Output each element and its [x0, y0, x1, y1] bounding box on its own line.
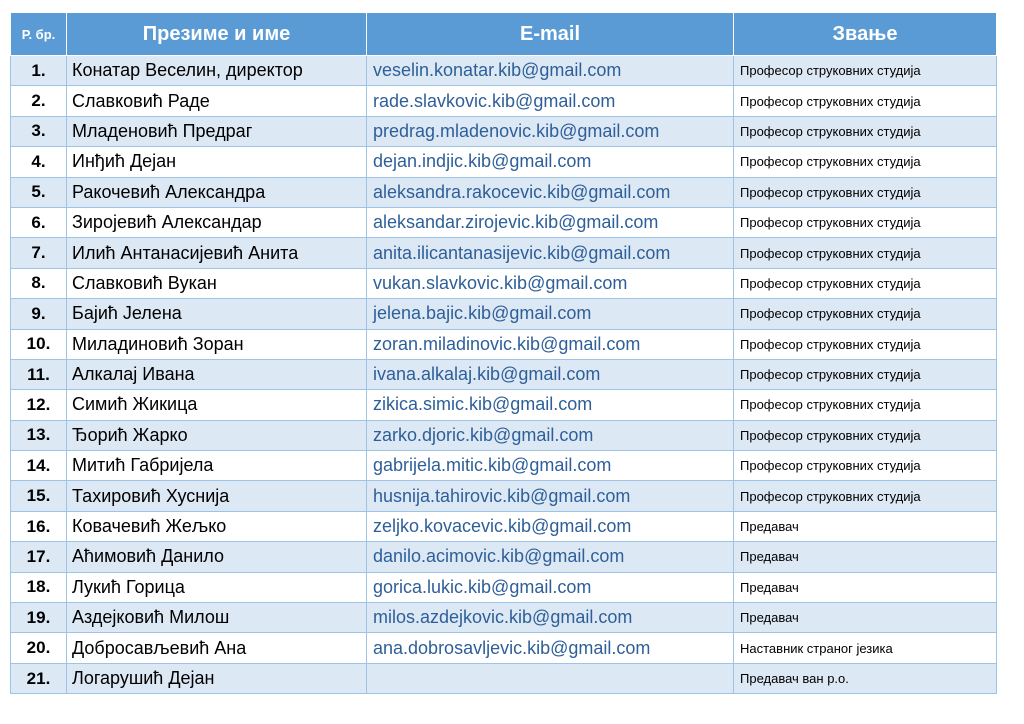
academic-title: Наставник страног језика [734, 633, 997, 663]
academic-title: Професор струковних студија [734, 268, 997, 298]
table-row [11, 86, 997, 116]
row-number: 7. [11, 238, 67, 268]
row-number: 17. [11, 542, 67, 572]
table-row [11, 147, 997, 177]
row-number: 1. [11, 56, 67, 86]
person-name: Младеновић Предраг [67, 116, 367, 146]
row-number: 11. [11, 359, 67, 389]
email-link[interactable]: milos.azdejkovic.kib@gmail.com [367, 603, 734, 633]
row-number: 16. [11, 511, 67, 541]
person-name: Славковић Раде [67, 86, 367, 116]
academic-title: Предавач ван р.о. [734, 663, 997, 693]
email-link[interactable]: aleksandar.zirojevic.kib@gmail.com [367, 207, 734, 237]
email-link[interactable]: jelena.bajic.kib@gmail.com [367, 299, 734, 329]
person-name: Зиројевић Александар [67, 207, 367, 237]
academic-title: Професор струковних студија [734, 451, 997, 481]
person-name: Ђорић Жарко [67, 420, 367, 450]
person-name: Аздејковић Милош [67, 603, 367, 633]
table-row [11, 420, 997, 450]
email-link[interactable]: zoran.miladinovic.kib@gmail.com [367, 329, 734, 359]
person-name: Бајић Јелена [67, 299, 367, 329]
row-number: 12. [11, 390, 67, 420]
academic-title: Професор струковних студија [734, 329, 997, 359]
table-row [11, 268, 997, 298]
person-name: Добросављевић Ана [67, 633, 367, 663]
table-row [11, 572, 997, 602]
table-row [11, 359, 997, 389]
academic-title: Професор струковних студија [734, 359, 997, 389]
row-number: 4. [11, 147, 67, 177]
email-link[interactable]: ivana.alkalaj.kib@gmail.com [367, 359, 734, 389]
row-number: 9. [11, 299, 67, 329]
person-name: Конатар Веселин, директор [67, 56, 367, 86]
person-name: Алкалај Ивана [67, 359, 367, 389]
table-row [11, 116, 997, 146]
row-number: 2. [11, 86, 67, 116]
row-number: 13. [11, 420, 67, 450]
table-row [11, 238, 997, 268]
table-row [11, 603, 997, 633]
table-row [11, 663, 997, 693]
email-link[interactable]: danilo.acimovic.kib@gmail.com [367, 542, 734, 572]
academic-title: Професор струковних студија [734, 481, 997, 511]
row-number: 10. [11, 329, 67, 359]
person-name: Симић Жикица [67, 390, 367, 420]
table-row [11, 329, 997, 359]
row-number: 18. [11, 572, 67, 602]
staff-table-container [10, 12, 997, 694]
academic-title: Предавач [734, 603, 997, 633]
email-link [367, 663, 734, 693]
academic-title: Професор струковних студија [734, 390, 997, 420]
table-row [11, 481, 997, 511]
person-name: Аћимовић Данило [67, 542, 367, 572]
row-number: 8. [11, 268, 67, 298]
person-name: Илић Антанасијевић Анита [67, 238, 367, 268]
email-link[interactable]: husnija.tahirovic.kib@gmail.com [367, 481, 734, 511]
academic-title: Професор струковних студија [734, 86, 997, 116]
person-name: Ракочевић Александра [67, 177, 367, 207]
person-name: Миладиновић Зоран [67, 329, 367, 359]
row-number: 15. [11, 481, 67, 511]
table-row [11, 542, 997, 572]
table-row [11, 451, 997, 481]
email-link[interactable]: predrag.mladenovic.kib@gmail.com [367, 116, 734, 146]
person-name: Тахировић Хуснија [67, 481, 367, 511]
email-link[interactable]: rade.slavkovic.kib@gmail.com [367, 86, 734, 116]
person-name: Лукић Горица [67, 572, 367, 602]
academic-title: Предавач [734, 511, 997, 541]
table-row [11, 633, 997, 663]
row-number: 3. [11, 116, 67, 146]
staff-table [10, 12, 997, 694]
table-row [11, 56, 997, 86]
academic-title: Предавач [734, 542, 997, 572]
row-number: 21. [11, 663, 67, 693]
table-row [11, 207, 997, 237]
table-row [11, 511, 997, 541]
email-link[interactable]: ana.dobrosavljevic.kib@gmail.com [367, 633, 734, 663]
row-number: 20. [11, 633, 67, 663]
academic-title: Професор струковних студија [734, 238, 997, 268]
academic-title: Предавач [734, 572, 997, 602]
email-link[interactable]: zeljko.kovacevic.kib@gmail.com [367, 511, 734, 541]
table-row [11, 390, 997, 420]
academic-title: Професор струковних студија [734, 420, 997, 450]
table-row [11, 299, 997, 329]
email-link[interactable]: gabrijela.mitic.kib@gmail.com [367, 451, 734, 481]
academic-title: Професор струковних студија [734, 56, 997, 86]
header-email: E-mail [367, 13, 734, 56]
person-name: Славковић Вукан [67, 268, 367, 298]
academic-title: Професор струковних студија [734, 299, 997, 329]
row-number: 14. [11, 451, 67, 481]
email-link[interactable]: anita.ilicantanasijevic.kib@gmail.com [367, 238, 734, 268]
person-name: Ковачевић Жељко [67, 511, 367, 541]
email-link[interactable]: aleksandra.rakocevic.kib@gmail.com [367, 177, 734, 207]
email-link[interactable]: gorica.lukic.kib@gmail.com [367, 572, 734, 602]
email-link[interactable]: zikica.simic.kib@gmail.com [367, 390, 734, 420]
header-title: Звање [734, 13, 997, 56]
row-number: 5. [11, 177, 67, 207]
academic-title: Професор струковних студија [734, 116, 997, 146]
academic-title: Професор струковних студија [734, 147, 997, 177]
person-name: Митић Габријела [67, 451, 367, 481]
row-number: 6. [11, 207, 67, 237]
table-body [11, 56, 997, 694]
email-link[interactable]: dejan.indjic.kib@gmail.com [367, 147, 734, 177]
email-link[interactable]: vukan.slavkovic.kib@gmail.com [367, 268, 734, 298]
academic-title: Професор струковних студија [734, 207, 997, 237]
email-link[interactable]: veselin.konatar.kib@gmail.com [367, 56, 734, 86]
person-name: Инђић Дејан [67, 147, 367, 177]
table-row [11, 177, 997, 207]
header-number: Р. бр. [11, 13, 67, 56]
table-header-row [11, 13, 997, 56]
header-name: Презиме и име [67, 13, 367, 56]
row-number: 19. [11, 603, 67, 633]
academic-title: Професор струковних студија [734, 177, 997, 207]
email-link[interactable]: zarko.djoric.kib@gmail.com [367, 420, 734, 450]
person-name: Логарушић Дејан [67, 663, 367, 693]
